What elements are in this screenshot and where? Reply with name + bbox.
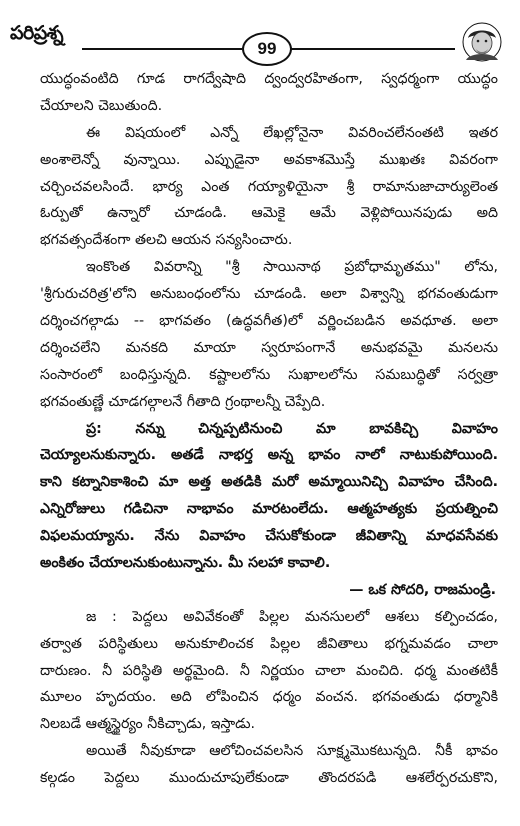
- answer-line: అయితే నీవుకూడా ఆలోచించవలసిన సూక్ష్మమొకటున్నది. నీకీ భావం: [86, 743, 498, 760]
- question-line: చెయ్యాలనుకున్నారు. అతడే నాభర్త అన్న భావం నాలో నాటుకుపోయింది.: [40, 447, 498, 464]
- text-line: దర్శించలేని మనకది మాయా స్వరూపంగానే అనుభవమై మనలను: [40, 339, 498, 356]
- answer-line: కల్గడం పెద్దలు ముందుచూపులేకుండా తొందరపడి ఆశలేర్పరచుకొని,: [40, 770, 498, 787]
- portrait-icon: [462, 22, 502, 62]
- answer-line: తర్వాత పరిస్థితులు అనుకూలించక పిల్లల జీవితాలు భగ్నమవడం చాలా: [40, 635, 498, 652]
- answer-line: మూలం హృదయం. అది లోపించిన ధర్మం వంచన. భగవంతుడు ధర్మానికి: [40, 689, 498, 706]
- text-line: 'శ్రీగురుచరిత్ర'లోని అనుబంధంలోను చూడండి. అలా విశ్వాన్ని భగవంతుడుగా: [40, 286, 498, 303]
- text-line: భగవంతుణ్ణే చూడగల్గాలనే గీతాది గ్రంథాలన్నీ చెప్పేది.: [40, 393, 326, 410]
- page-number: 99: [242, 32, 292, 66]
- text-line: భగవత్సందేశంగా తలచి ఆయన సన్యసించారు.: [40, 232, 293, 249]
- question-line: కాని కట్నానికాశించి మా అత్త అతడికి మరో అమ్మాయినిచ్చి వివాహం చేసింది.: [40, 474, 498, 491]
- header-rule-right: [290, 48, 455, 50]
- answer-line: దారుణం. నీ పరిస్థితి అర్థమైంది. నీ నిర్ణయం చాలా మంచిది. ధర్మ మంతటికీ: [40, 662, 498, 679]
- signature-line: — ఒక సోదరి, రాజమండ్రి.: [349, 581, 496, 598]
- answer-line: నిలబడే ఆత్మస్థైర్యం నీకిచ్చాడు, ఇస్తాడు.: [40, 716, 256, 733]
- question-line: విఫలమయ్యాను. నేను వివాహం చేసుకోకుండా జీవితాన్ని మాధవసేవకు: [40, 528, 498, 545]
- text-line: ఈ విషయంలో ఎన్నో లేఖల్లోనైనా వివరించలేనంతటి ఇతర: [86, 124, 498, 141]
- question-line: అంకితం చేయాలనుకుంటున్నాను. మీ సలహా కావాలి.: [40, 555, 331, 572]
- text-line: అంశాలెన్నో వున్నాయి. ఎప్పుడైనా అవకాశమొస్తే ముఖతః వివరంగా: [40, 151, 498, 168]
- text-line: యుద్ధంవంటిది గూడ రాగద్వేషాది ద్వంద్వరహితంగా, స్వధర్మంగా యుద్ధం: [40, 71, 498, 87]
- text-line: సంసారంలో బంధిస్తున్నది. కష్టాలలోను సుఖాలలోను సమబుద్ధితో సర్వత్రా: [40, 366, 498, 383]
- answer-line: జ : పెద్దలు అవివేకంతో పిల్లల మనసులలో ఆశలు కల్పించడం,: [86, 608, 498, 625]
- header-rule-left: [82, 48, 242, 50]
- question-line: ప్ర: నన్ను చిన్నప్పటినుంచి మా బావకిచ్చి వివాహం: [86, 420, 498, 437]
- text-line: దర్శించగల్గాడు -- భాగవతం (ఉద్ధవగీత)లో వర్ణించబడిన అవధూత. అలా: [40, 313, 498, 330]
- text-line: ఇంకొంత వివరాన్ని "శ్రీ సాయినాథ ప్రబోధామృతము" లోను,: [86, 259, 498, 276]
- text-line: చర్చించవలసిందే. భార్య ఎంత గయ్యాళియైనా శ్రీ రామానుజాచార్యులెంత: [40, 178, 498, 195]
- article-body: [40, 66, 498, 792]
- page-header: [0, 0, 520, 66]
- text-line: ఓర్పుతో ఉన్నారో చూడండి. ఆమెకై ఆమే వెళ్లిపోయినపుడు అది: [40, 205, 498, 222]
- question-line: ఎన్నిరోజులు గడిచినా నాభావం మారటంలేదు. ఆత్మహత్యకు ప్రయత్నించి: [40, 501, 498, 518]
- running-head: పరిప్రశ్న: [10, 22, 64, 44]
- text-line: చేయాలని చెబుతుంది.: [40, 97, 163, 114]
